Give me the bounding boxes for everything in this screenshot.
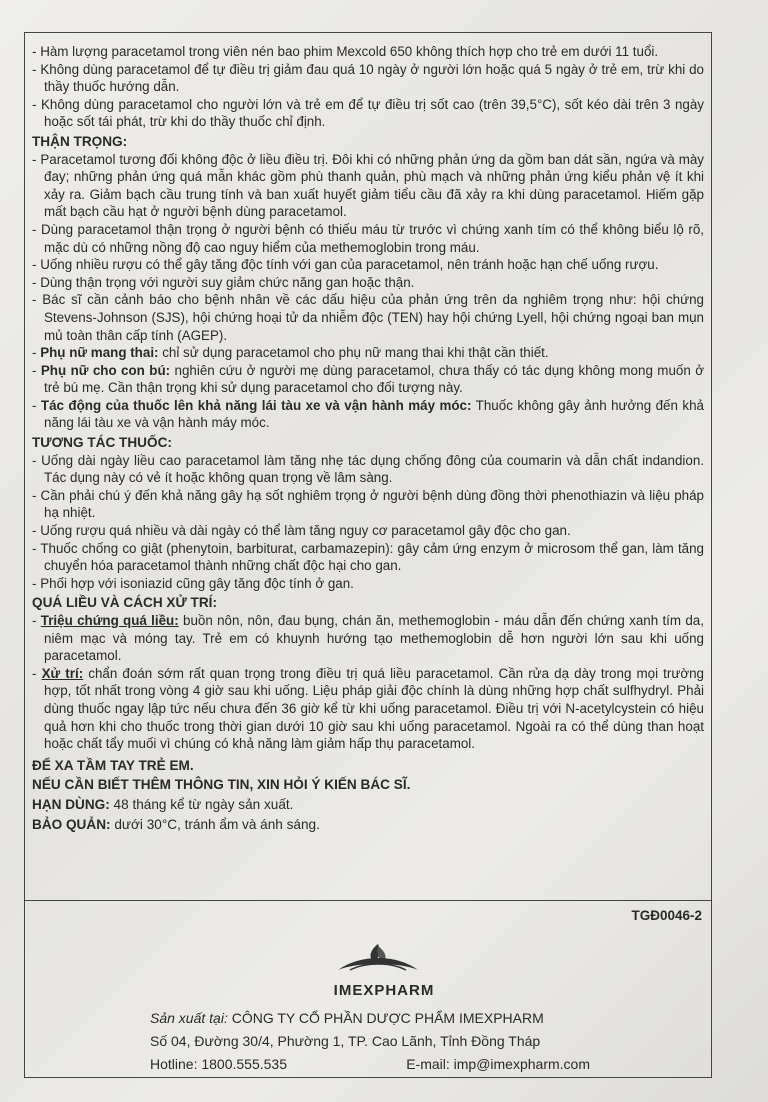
precaution-item: - Dùng thận trọng với người suy giảm chức năng gan hoặc thận. <box>32 274 704 292</box>
storage-label: BẢO QUẢN: <box>32 816 111 832</box>
driving-label: Tác động của thuốc lên khả năng lái tàu xe và vận hành máy móc: <box>40 397 472 413</box>
expiry <box>32 796 704 814</box>
overdose-symptoms <box>32 612 704 665</box>
warning-doctor: NẾU CẦN BIẾT THÊM THÔNG TIN, XIN HỎI Ý KIẾN BÁC SĨ. <box>32 777 411 793</box>
manufacturer-label: Sản xuất tại: <box>150 1010 228 1026</box>
interaction-item: - Uống rượu quá nhiều và dài ngày có thể làm tăng nguy cơ paracetamol gây độc cho gan. <box>32 522 704 540</box>
treatment-label: Xử trí: <box>41 665 84 681</box>
symptom-text: buồn nôn, nôn, đau bụng, chán ăn, methemoglobin - máu dẫn đến chứng xanh tím da, niêm mạc và móng tay. Trẻ em có khuynh hướng tạo methemoglobin dễ hơn người lớn sau khi uống paracetamol. <box>44 613 704 664</box>
symptom-label: Triệu chứng quá liều: <box>40 613 179 628</box>
precaution-pregnant <box>32 344 704 362</box>
email: E-mail: imp@imexpharm.com <box>406 1056 590 1072</box>
heading-interactions: TƯƠNG TÁC THUỐC: <box>32 435 172 451</box>
precaution-nursing <box>32 362 704 397</box>
driving-text: Thuốc không gây ảnh hưởng đến khả năng lái tàu xe và vận hành máy móc. <box>44 397 704 431</box>
footer-divider <box>24 900 712 901</box>
paragraph-pain-duration: - Không dùng paracetamol để tự điều trị giảm đau quá 10 ngày ở người lớn hoặc quá 5 ngày ở trẻ em, trừ khi do thầy thuốc hướng dẫn. <box>32 61 704 96</box>
contact-line <box>150 1056 590 1072</box>
nursing-text: nghiên cứu ở người mẹ dùng paracetamol, chưa thấy có tác dụng không mong muốn ở trẻ bú mẹ. Cần thận trọng khi sử dụng paracetamol cho đối tượng này. <box>44 362 704 396</box>
main-text <box>32 43 704 833</box>
hotline: Hotline: 1800.555.535 <box>150 1056 287 1072</box>
brand-name: IMEXPHARM <box>333 982 435 999</box>
warning-children: ĐỂ XA TẦM TAY TRẺ EM. <box>32 757 194 773</box>
overdose-treatment <box>32 665 704 753</box>
paragraph-fever: - Không dùng paracetamol cho người lớn và trẻ em để tự điều trị sốt cao (trên 39,5°C), sốt kéo dài trên 3 ngày hoặc sốt tái phát, trừ khi do thầy thuốc chỉ định. <box>32 96 704 131</box>
heading-overdose: QUÁ LIỀU VÀ CÁCH XỬ TRÍ: <box>32 595 217 611</box>
precaution-item: - Bác sĩ cần cảnh báo cho bệnh nhân về các dấu hiệu của phản ứng trên da nghiêm trọng như: hội chứng Stevens-Johnson (SJS), hội chứng hoại tử da nhiễm độc (TEN) hay hội chứng Lyell, hội chứng ngoại ban mụn mủ toàn thân cấp tính (AGEP). <box>32 291 704 344</box>
manufacturer <box>150 1010 544 1026</box>
precaution-item: - Uống nhiều rượu có thể gây tăng độc tính với gan của paracetamol, nên tránh hoặc hạn chế uống rượu. <box>32 256 704 274</box>
storage <box>32 816 704 834</box>
expiry-label: HẠN DÙNG: <box>32 796 110 812</box>
pregnant-label: Phụ nữ mang thai: <box>40 345 159 361</box>
document-code: TGĐ0046-2 <box>631 908 702 923</box>
precaution-item: - Paracetamol tương đối không độc ở liều điều trị. Đôi khi có những phản ứng da gồm ban dát sần, ngứa và mày đay; những phản ứng quá mẫn khác gồm phù thanh quản, phù mạch và những phản ứng kiểu phản vệ ít khi xảy ra. Giảm bạch cầu trung tính và ban xuất huyết giảm tiểu cầu đã xảy ra khi dùng paracetamol. Hiếm gặp mất bạch cầu hạt ở người bệnh dùng paracetamol. <box>32 151 704 221</box>
interaction-item: - Uống dài ngày liều cao paracetamol làm tăng nhẹ tác dụng chống đông của coumarin và dẫn chất indandion. Tác dụng này có vẻ ít hoặc không quan trọng về lâm sàng. <box>32 452 704 487</box>
address: Số 04, Đường 30/4, Phường 1, TP. Cao Lãnh, Tỉnh Đồng Tháp <box>150 1033 541 1049</box>
storage-text: dưới 30°C, tránh ẩm và ánh sáng. <box>110 816 320 832</box>
paragraph-age-limit: - Hàm lượng paracetamol trong viên nén bao phim Mexcold 650 không thích hợp cho trẻ em dưới 11 tuổi. <box>32 43 704 61</box>
precaution-driving <box>32 397 704 432</box>
expiry-text: 48 tháng kể từ ngày sản xuất. <box>109 796 294 812</box>
treatment-text: chẩn đoán sớm rất quan trọng trong điều trị quá liều paracetamol. Cần rửa dạ dày trong mọi trường hợp, tốt nhất trong vòng 4 giờ sau khi uống. Liệu pháp giải độc chính là dùng những hợp chất sulfhydryl. Phải dùng thuốc ngay lập tức nếu chưa đến 36 giờ kể từ khi uống paracetamol. Điều trị với N-acetylcystein có hiệu quả hơn khi cho thuốc trong thời gian dưới 10 giờ sau khi uống paracetamol. Ngoài ra có thể dùng than hoạt hoặc chất tẩy muối vì chúng có khả năng làm giảm hấp thụ paracetamol. <box>44 665 704 752</box>
heading-precautions: THẬN TRỌNG: <box>32 133 128 149</box>
pregnant-text: chỉ sử dụng paracetamol cho phụ nữ mang thai khi thật cần thiết. <box>158 345 549 361</box>
nursing-label: Phụ nữ cho con bú: <box>40 362 171 378</box>
interaction-item: - Phối hợp với isoniazid cũng gây tăng độc tính ở gan. <box>32 575 704 593</box>
imexpharm-logo-icon <box>330 940 426 980</box>
interaction-item: - Thuốc chống co giật (phenytoin, barbiturat, carbamazepin): gây cảm ứng enzym ở microsom thể gan, làm tăng chuyển hóa paracetamol thành những chất độc hại cho gan. <box>32 540 704 575</box>
precaution-item: - Dùng paracetamol thận trọng ở người bệnh có thiếu máu từ trước vì chứng xanh tím có thể không biểu lộ rõ, mặc dù có những nồng độ cao nguy hiểm của methemoglobin trong máu. <box>32 221 704 256</box>
manufacturer-name: CÔNG TY CỔ PHẦN DƯỢC PHẨM IMEXPHARM <box>227 1010 544 1026</box>
interaction-item: - Cần phải chú ý đến khả năng gây hạ sốt nghiêm trọng ở người bệnh dùng đồng thời phenothiazin và liệu pháp hạ nhiệt. <box>32 487 704 522</box>
